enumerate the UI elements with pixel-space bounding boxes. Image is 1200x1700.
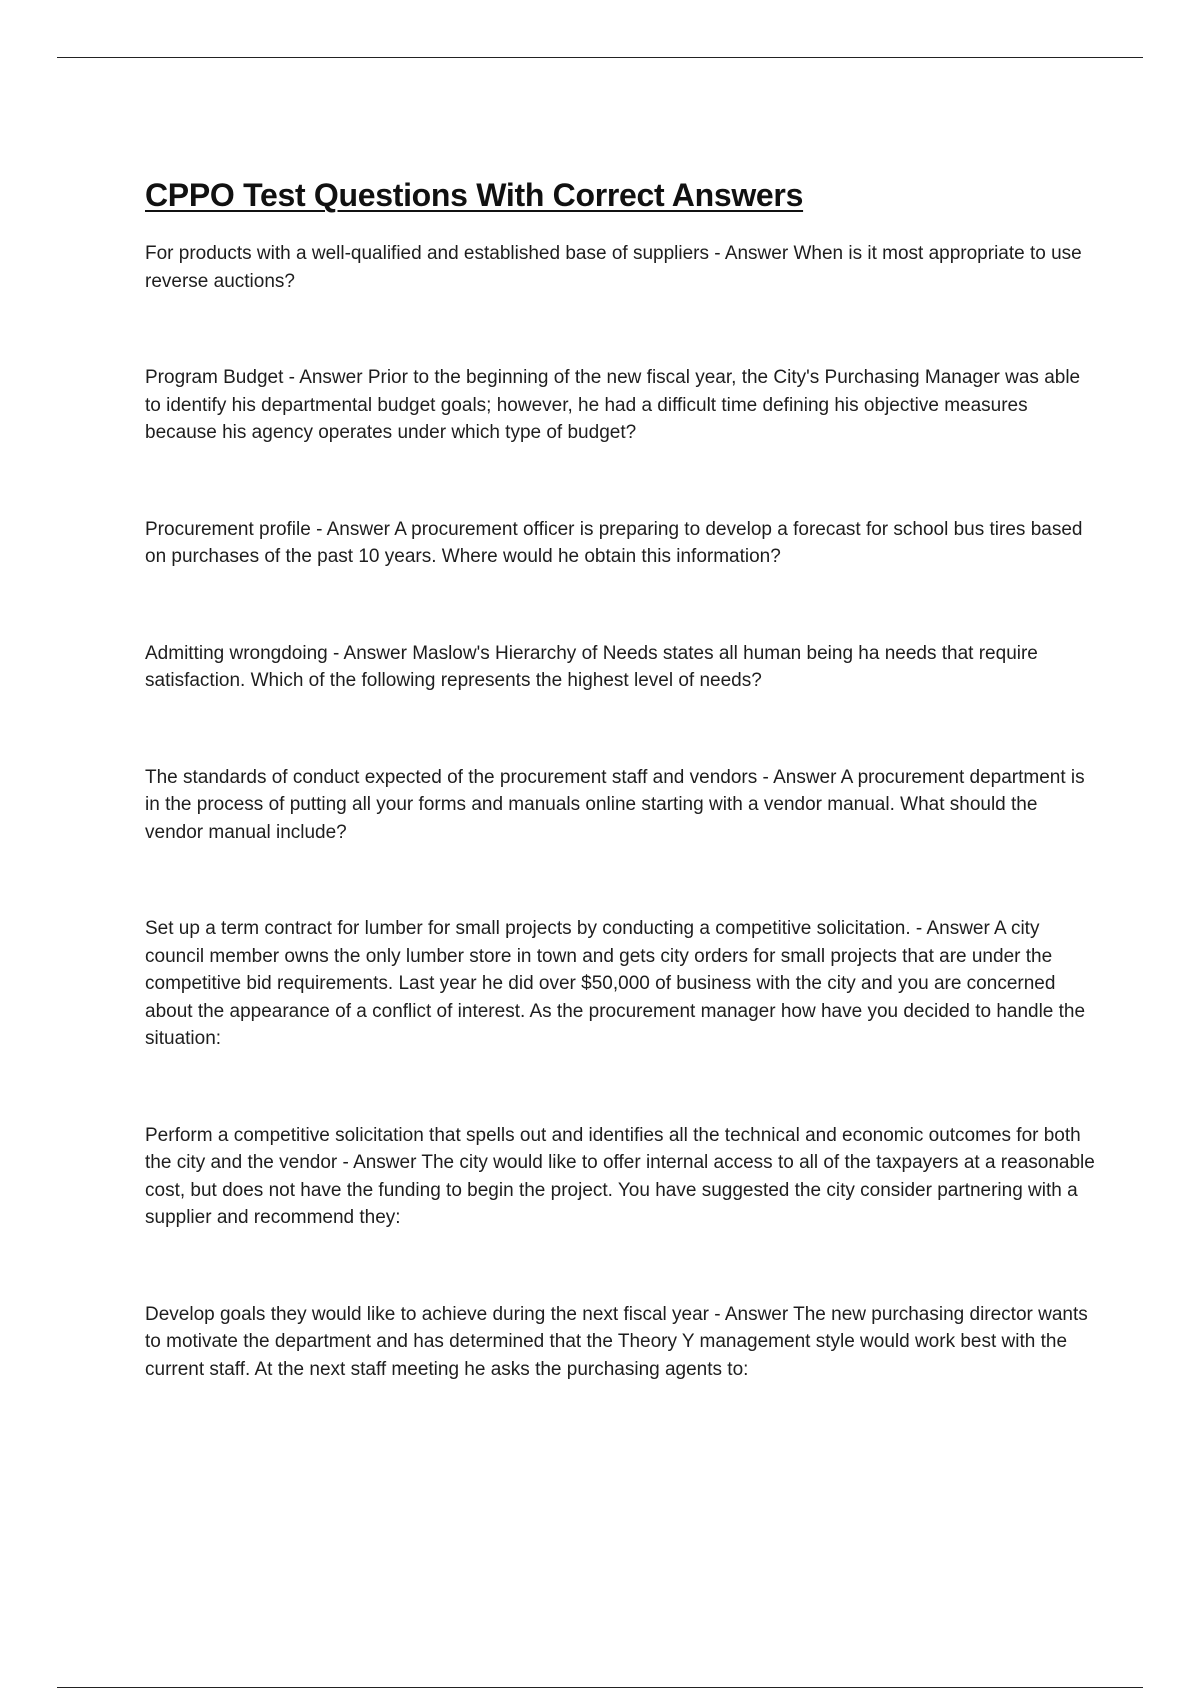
qa-item: Perform a competitive solicitation that spells out and identifies all the technical and economic outcomes for both the city and the vendor - Answer The city would like to offer internal access to all of the taxpayers at a reasonable cost, but does not have the funding to begin the project. You have suggested the city consider partnering with a supplier and recommend they: [145,1124,1095,1229]
qa-item: Procurement profile - Answer A procurement officer is preparing to develop a forecast for school bus tires based on purchases of the past 10 years. Where would he obtain this information? [145,518,1083,568]
qa-item: For products with a well-qualified and established base of suppliers - Answer When is it most appropriate to use reverse auctions? [145,243,1082,292]
qa-item: Admitting wrongdoing - Answer Maslow's Hierarchy of Needs states all human being ha needs that require satisfaction. Which of the following represents the highest level of needs? [145,642,1038,692]
qa-list [145,240,1095,1383]
footer-rule [57,1687,1143,1688]
document-title: CPPO Test Questions With Correct Answers [145,177,804,213]
document-body [145,176,1095,1452]
qa-item: Program Budget - Answer Prior to the beginning of the new fiscal year, the City's Purchasing Manager was able to identify his departmental budget goals; however, he had a difficult time defining his objective measures because his agency operates under which type of budget? [145,367,1081,444]
qa-item: Set up a term contract for lumber for small projects by conducting a competitive solicitation. - Answer A city council member owns the only lumber store in town and gets city orders for small projects that are under the competitive bid requirements. Last year he did over $50,000 of business with the city and you are concerned about the appearance of a conflict of interest. As the procurement manager how have you decided to handle the situation: [145,918,1086,1050]
qa-item: The standards of conduct expected of the procurement staff and vendors - Answer A procurement department is in the process of putting all your forms and manuals online starting with a vendor manual. What should the vendor manual include? [145,766,1085,843]
header-rule [57,57,1143,58]
qa-item: Develop goals they would like to achieve during the next fiscal year - Answer The new purchasing director wants to motivate the department and has determined that the Theory Y management style would work best with the current staff. At the next staff meeting he asks the purchasing agents to: [145,1303,1088,1380]
